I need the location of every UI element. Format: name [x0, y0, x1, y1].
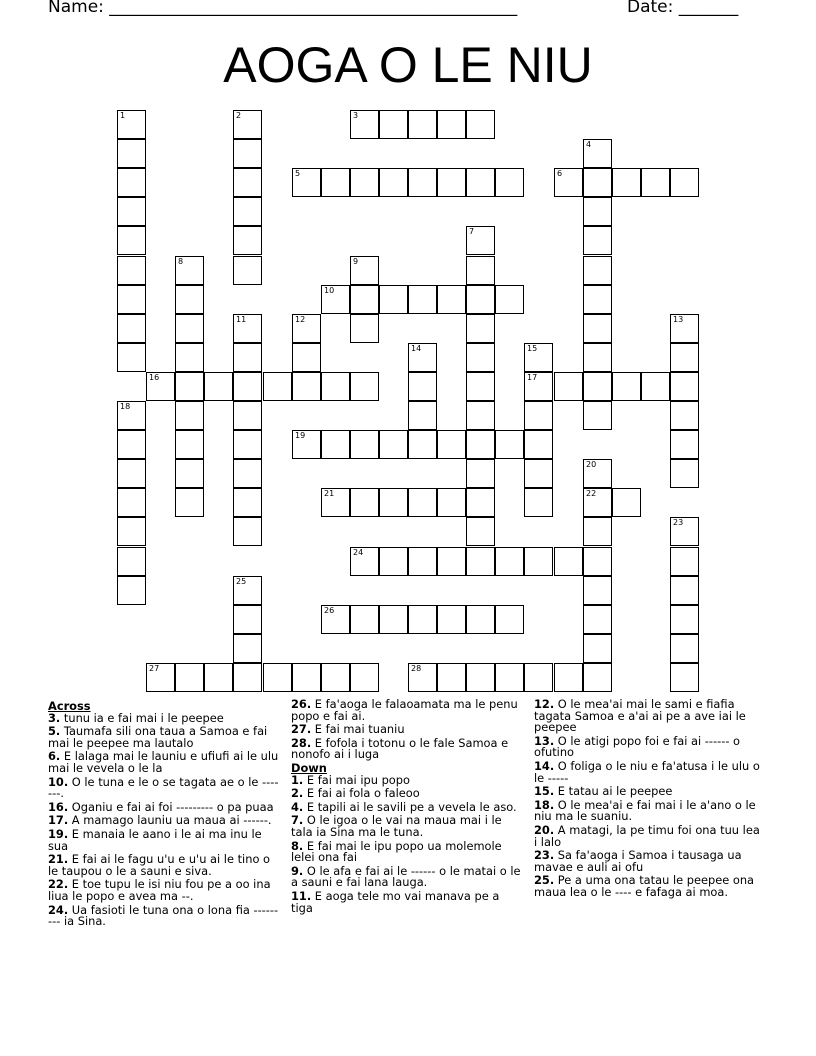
- clue-item-number: 12.: [534, 697, 555, 711]
- grid-cell[interactable]: [233, 372, 262, 401]
- grid-cell[interactable]: [321, 605, 350, 634]
- grid-cell[interactable]: [321, 372, 350, 401]
- grid-cell[interactable]: [175, 459, 204, 488]
- grid-cell[interactable]: [408, 285, 437, 314]
- grid-cell[interactable]: [437, 110, 466, 139]
- clue-item-number: 13.: [534, 733, 555, 748]
- grid-cell[interactable]: [466, 663, 495, 692]
- clue-item: [534, 786, 766, 798]
- grid-cell[interactable]: [117, 139, 146, 168]
- grid-cell[interactable]: [321, 168, 350, 197]
- grid-cell[interactable]: [233, 430, 262, 459]
- clue-item-text: O le afa e fai ai le ------ o le matai o le a sauni e fai lana lauga.: [291, 863, 521, 890]
- clue-number: 22: [586, 489, 597, 498]
- clue-item-text: A matagi, la pe timu foi ona tuu lea i lalo: [534, 822, 760, 849]
- clue-item: [291, 838, 523, 865]
- grid-cell[interactable]: [466, 285, 495, 314]
- grid-cell[interactable]: [350, 256, 379, 285]
- grid-cell[interactable]: [466, 605, 495, 634]
- grid-cell[interactable]: [233, 634, 262, 663]
- grid-cell[interactable]: [408, 110, 437, 139]
- clue-item: [291, 772, 523, 787]
- clue-item-number: 22.: [48, 877, 69, 892]
- clue-item-number: 24.: [48, 902, 69, 917]
- grid-cell[interactable]: [146, 372, 175, 401]
- grid-cell[interactable]: [583, 343, 612, 372]
- grid-cell[interactable]: [350, 168, 379, 197]
- grid-cell[interactable]: [292, 343, 321, 372]
- clue-item: [534, 699, 766, 734]
- grid-cell[interactable]: [379, 430, 408, 459]
- clue-item-text: E aoga tele mo vai manava pe a tiga: [291, 888, 500, 915]
- grid-cell[interactable]: [466, 168, 495, 197]
- clue-item-text: E fai mai le ipu popo ua molemole lelei ona fai: [291, 838, 502, 865]
- clue-item-text: O le mea'ai e fai mai i le a'ano o le niu ma le suaniu.: [534, 797, 756, 824]
- grid-cell[interactable]: [350, 430, 379, 459]
- clue-item: [48, 854, 280, 877]
- grid-cell[interactable]: [117, 168, 146, 197]
- clue-number: 26: [324, 606, 335, 615]
- grid-cell[interactable]: [641, 372, 670, 401]
- grid-cell[interactable]: [612, 488, 641, 517]
- clue-item: [48, 902, 280, 929]
- grid-cell[interactable]: [670, 314, 699, 343]
- grid-cell[interactable]: [379, 168, 408, 197]
- name-field-label: Name: ________________________________________________: [48, 0, 518, 17]
- grid-cell[interactable]: [437, 547, 466, 576]
- clue-item-number: 4.: [291, 799, 304, 814]
- clue-column-2: [291, 699, 523, 916]
- grid-cell[interactable]: [117, 401, 146, 430]
- clue-number: 2: [236, 111, 242, 120]
- grid-cell[interactable]: [583, 139, 612, 168]
- clue-item-number: 11.: [291, 888, 312, 903]
- grid-cell[interactable]: [117, 547, 146, 576]
- date-field-label: Date: _______: [627, 0, 739, 17]
- grid-cell[interactable]: [175, 430, 204, 459]
- clue-number: 8: [178, 257, 184, 266]
- grid-cell[interactable]: [175, 343, 204, 372]
- clue-item-text: O foliga o le niu e fa'atusa i le ulu o le -----: [534, 758, 760, 785]
- clue-item-text: E fofola i totonu o le fale Samoa e nonofo ai i luga: [291, 735, 509, 762]
- clue-number: 1: [120, 111, 126, 120]
- clue-item-text: E fai mai ipu popo: [303, 772, 410, 787]
- grid-cell[interactable]: [408, 663, 437, 692]
- grid-cell[interactable]: [350, 663, 379, 692]
- clue-item-text: Taumafa sili ona taua a Samoa e fai mai le peepee ma lautalo: [48, 724, 268, 750]
- clue-item-number: 2.: [291, 786, 304, 801]
- clue-number: 12: [295, 315, 306, 324]
- grid-cell[interactable]: [379, 488, 408, 517]
- grid-cell[interactable]: [466, 401, 495, 430]
- grid-cell[interactable]: [583, 488, 612, 517]
- clue-number: 4: [586, 140, 592, 149]
- clue-item: [291, 699, 523, 722]
- clue-number: 9: [353, 257, 359, 266]
- grid-cell[interactable]: [233, 139, 262, 168]
- grid-cell[interactable]: [350, 314, 379, 343]
- clue-number: 11: [236, 315, 247, 324]
- clue-item-number: 23.: [534, 848, 555, 863]
- grid-cell[interactable]: [175, 314, 204, 343]
- grid-cell[interactable]: [583, 372, 612, 401]
- grid-cell[interactable]: [321, 285, 350, 314]
- clue-number: 15: [527, 344, 538, 353]
- grid-cell[interactable]: [670, 663, 699, 692]
- clue-number: 7: [469, 227, 475, 236]
- clue-item-text: O le atigi popo foi e fai ai ------ o ofutino: [534, 733, 741, 760]
- clue-item-text: A mamago launiu ua maua ai ------.: [68, 813, 272, 828]
- grid-cell[interactable]: [175, 488, 204, 517]
- clue-item: [48, 751, 280, 774]
- grid-cell[interactable]: [117, 256, 146, 285]
- grid-cell[interactable]: [117, 576, 146, 605]
- clue-item-number: 7.: [291, 813, 304, 828]
- clue-item-number: 10.: [48, 774, 69, 789]
- clue-item-number: 16.: [48, 799, 69, 814]
- grid-cell[interactable]: [117, 459, 146, 488]
- grid-cell[interactable]: [117, 430, 146, 459]
- grid-cell[interactable]: [495, 430, 524, 459]
- clue-item-number: 26.: [291, 697, 312, 711]
- grid-cell[interactable]: [524, 401, 553, 430]
- clue-item-text: O le tuna e le o se tagata ae o le -------.: [48, 774, 279, 801]
- grid-cell[interactable]: [175, 256, 204, 285]
- puzzle-title: AOGA O LE NIU: [223, 37, 593, 93]
- clue-item: [48, 774, 280, 801]
- clue-item-number: 1.: [291, 772, 304, 787]
- clue-number: 5: [295, 169, 301, 178]
- clue-number: 25: [236, 577, 247, 586]
- clue-item-text: E fa'aoga le falaoamata ma le penu popo e fai ai.: [291, 697, 518, 723]
- clue-item-number: 27.: [291, 722, 312, 737]
- clue-number: 14: [411, 344, 422, 353]
- grid-cell[interactable]: [408, 372, 437, 401]
- clue-item-number: 8.: [291, 838, 304, 853]
- grid-cell[interactable]: [379, 285, 408, 314]
- grid-cell[interactable]: [117, 314, 146, 343]
- grid-cell[interactable]: [583, 663, 612, 692]
- clue-item-number: 25.: [534, 873, 555, 888]
- grid-cell[interactable]: [350, 488, 379, 517]
- grid-cell[interactable]: [350, 285, 379, 314]
- grid-cell[interactable]: [641, 168, 670, 197]
- clue-item-text: Ua fasioti le tuna ona o lona fia --------- ia Sina.: [48, 902, 279, 929]
- grid-cell[interactable]: [292, 372, 321, 401]
- grid-cell[interactable]: [670, 517, 699, 546]
- grid-cell[interactable]: [175, 285, 204, 314]
- clue-item: [291, 788, 523, 800]
- grid-cell[interactable]: [524, 430, 553, 459]
- clue-item-text: Oganiu e fai ai foi --------- o pa puaa: [68, 799, 274, 814]
- grid-cell[interactable]: [495, 663, 524, 692]
- grid-cell[interactable]: [466, 547, 495, 576]
- grid-cell[interactable]: [117, 343, 146, 372]
- grid-cell[interactable]: [670, 634, 699, 663]
- clue-number: 16: [149, 373, 160, 382]
- grid-cell[interactable]: [233, 256, 262, 285]
- grid-cell[interactable]: [321, 663, 350, 692]
- clue-item: [291, 735, 523, 762]
- clue-item-number: 19.: [48, 826, 69, 841]
- grid-cell[interactable]: [117, 197, 146, 226]
- grid-cell[interactable]: [437, 430, 466, 459]
- grid-cell[interactable]: [263, 663, 292, 692]
- grid-cell[interactable]: [408, 401, 437, 430]
- grid-cell[interactable]: [204, 372, 233, 401]
- clue-item-number: 18.: [534, 797, 555, 812]
- grid-cell[interactable]: [350, 547, 379, 576]
- grid-cell[interactable]: [233, 459, 262, 488]
- grid-cell[interactable]: [437, 605, 466, 634]
- grid-cell[interactable]: [583, 605, 612, 634]
- grid-cell[interactable]: [350, 110, 379, 139]
- grid-cell[interactable]: [583, 226, 612, 255]
- clue-column-3: [534, 699, 766, 901]
- clue-item-text: E manaia le aano i le ai ma inu le sua: [48, 826, 262, 853]
- grid-cell[interactable]: [233, 488, 262, 517]
- clue-item-number: 6.: [48, 749, 61, 764]
- grid-cell[interactable]: [612, 372, 641, 401]
- grid-cell[interactable]: [583, 401, 612, 430]
- grid-cell[interactable]: [466, 459, 495, 488]
- grid-cell[interactable]: [350, 372, 379, 401]
- clue-item-text: O le mea'ai mai le sami e fiafia tagata Samoa e a'ai ai pe a ave iai le peepee: [534, 697, 746, 735]
- clue-number: 19: [295, 431, 306, 440]
- clue-item: [291, 815, 523, 838]
- grid-cell[interactable]: [583, 634, 612, 663]
- clue-number: 3: [353, 111, 359, 120]
- clue-item-text: E fai mai tuaniu: [311, 722, 405, 737]
- clue-item: [534, 850, 766, 873]
- clue-item: [291, 863, 523, 890]
- grid-cell[interactable]: [554, 547, 583, 576]
- grid-cell[interactable]: [583, 576, 612, 605]
- clue-item-text: O le igoa o le vai na maua mai i le tala ia Sina ma le tuna.: [291, 813, 502, 839]
- grid-cell[interactable]: [292, 314, 321, 343]
- grid-cell[interactable]: [466, 256, 495, 285]
- grid-cell[interactable]: [612, 168, 641, 197]
- grid-cell[interactable]: [350, 605, 379, 634]
- grid-cell[interactable]: [233, 576, 262, 605]
- grid-cell[interactable]: [408, 605, 437, 634]
- clue-number: 18: [120, 402, 131, 411]
- grid-cell[interactable]: [466, 517, 495, 546]
- grid-cell[interactable]: [233, 663, 262, 692]
- clue-item-number: 28.: [291, 735, 312, 750]
- grid-cell[interactable]: [670, 430, 699, 459]
- grid-cell[interactable]: [466, 110, 495, 139]
- clue-item-number: 15.: [534, 784, 555, 799]
- clue-number: 20: [586, 460, 597, 469]
- grid-cell[interactable]: [263, 372, 292, 401]
- clue-item: [534, 733, 766, 760]
- grid-cell[interactable]: [117, 285, 146, 314]
- grid-cell[interactable]: [583, 314, 612, 343]
- grid-cell[interactable]: [379, 605, 408, 634]
- grid-cell[interactable]: [466, 343, 495, 372]
- clue-item-text: Pe a uma ona tatau le peepee ona maua lea o le ---- e fafaga ai moa.: [534, 873, 755, 899]
- clue-item: [48, 710, 280, 725]
- grid-cell[interactable]: [408, 488, 437, 517]
- grid-cell[interactable]: [524, 547, 553, 576]
- grid-cell[interactable]: [583, 459, 612, 488]
- grid-cell[interactable]: [495, 605, 524, 634]
- grid-cell[interactable]: [117, 226, 146, 255]
- clue-item: [48, 799, 280, 814]
- grid-cell[interactable]: [117, 488, 146, 517]
- grid-cell[interactable]: [670, 372, 699, 401]
- grid-cell[interactable]: [583, 256, 612, 285]
- clue-number: 13: [673, 315, 684, 324]
- clue-item-number: 21.: [48, 852, 69, 867]
- clue-item-number: 17.: [48, 813, 69, 828]
- grid-cell[interactable]: [670, 576, 699, 605]
- grid-cell[interactable]: [524, 343, 553, 372]
- grid-cell[interactable]: [437, 663, 466, 692]
- clue-item-text: E fai ai fola o faleoo: [303, 786, 420, 801]
- grid-cell[interactable]: [670, 605, 699, 634]
- grid-cell[interactable]: [292, 430, 321, 459]
- clue-item: [291, 888, 523, 915]
- grid-cell[interactable]: [524, 459, 553, 488]
- grid-cell[interactable]: [233, 197, 262, 226]
- grid-cell[interactable]: [292, 663, 321, 692]
- clue-item-number: 5.: [48, 724, 61, 739]
- grid-cell[interactable]: [583, 285, 612, 314]
- clue-item: [291, 799, 523, 814]
- clue-item-text: E toe tupu le isi niu fou pe a oo ina liua le popo e avea ma --.: [48, 877, 271, 903]
- grid-cell[interactable]: [233, 605, 262, 634]
- grid-cell[interactable]: [321, 488, 350, 517]
- clue-item-text: Sa fa'aoga i Samoa i tausaga ua mavae e auli ai ofu: [534, 848, 742, 874]
- across-heading: Across: [48, 699, 91, 713]
- clue-number: 17: [527, 373, 538, 382]
- clue-item-text: tunu ia e fai mai i le peepee: [60, 710, 224, 725]
- grid-cell[interactable]: [437, 285, 466, 314]
- grid-cell[interactable]: [583, 517, 612, 546]
- grid-cell[interactable]: [233, 517, 262, 546]
- clue-item-number: 14.: [534, 758, 555, 773]
- grid-cell[interactable]: [670, 168, 699, 197]
- grid-cell[interactable]: [495, 168, 524, 197]
- grid-cell[interactable]: [466, 372, 495, 401]
- grid-cell[interactable]: [670, 401, 699, 430]
- down-heading: Down: [291, 760, 327, 775]
- clue-number: 27: [149, 664, 160, 673]
- clue-number: 6: [557, 169, 563, 178]
- grid-cell[interactable]: [379, 547, 408, 576]
- grid-cell[interactable]: [233, 168, 262, 197]
- grid-cell[interactable]: [117, 517, 146, 546]
- clue-item-number: 3.: [48, 710, 61, 725]
- grid-cell[interactable]: [583, 547, 612, 576]
- grid-cell[interactable]: [554, 168, 583, 197]
- grid-cell[interactable]: [292, 168, 321, 197]
- grid-cell[interactable]: [554, 663, 583, 692]
- grid-cell[interactable]: [495, 285, 524, 314]
- grid-cell[interactable]: [524, 488, 553, 517]
- clue-item: [534, 797, 766, 824]
- grid-cell[interactable]: [437, 488, 466, 517]
- clue-item-text: E fai ai le fagu u'u e u'u ai le tino o le taupou o le a sauni e siva.: [48, 852, 270, 878]
- grid-cell[interactable]: [175, 663, 204, 692]
- grid-cell[interactable]: [233, 314, 262, 343]
- grid-cell[interactable]: [554, 372, 583, 401]
- clue-item: [48, 726, 280, 749]
- clue-item: [534, 875, 766, 898]
- grid-cell[interactable]: [437, 168, 466, 197]
- clue-number: 21: [324, 489, 335, 498]
- clue-number: 10: [324, 286, 335, 295]
- grid-cell[interactable]: [524, 663, 553, 692]
- grid-cell[interactable]: [670, 459, 699, 488]
- clue-item: [48, 815, 280, 827]
- clue-item: [291, 724, 523, 736]
- clue-item-text: E tatau ai le peepee: [554, 784, 673, 799]
- grid-cell[interactable]: [233, 343, 262, 372]
- grid-cell[interactable]: [495, 547, 524, 576]
- grid-cell[interactable]: [204, 663, 233, 692]
- clue-column-1: [48, 699, 280, 930]
- clue-number: 28: [411, 664, 422, 673]
- grid-cell[interactable]: [233, 226, 262, 255]
- grid-cell[interactable]: [466, 226, 495, 255]
- clue-item: [534, 822, 766, 849]
- clue-item-number: 9.: [291, 863, 304, 878]
- grid-cell[interactable]: [379, 110, 408, 139]
- grid-cell[interactable]: [233, 401, 262, 430]
- grid-cell[interactable]: [466, 488, 495, 517]
- grid-cell[interactable]: [175, 401, 204, 430]
- grid-cell[interactable]: [466, 314, 495, 343]
- clue-item: [48, 879, 280, 902]
- clue-item: [534, 758, 766, 785]
- grid-cell[interactable]: [233, 110, 262, 139]
- clue-item-text: E tapili ai le savili pe a vevela le aso.: [303, 799, 517, 814]
- clue-number: 23: [673, 518, 684, 527]
- grid-cell[interactable]: [408, 168, 437, 197]
- clue-item-text: E lalaga mai le launiu e ufiufi ai le ulu mai le vevela o le la: [48, 749, 279, 775]
- grid-cell[interactable]: [408, 343, 437, 372]
- grid-cell[interactable]: [175, 372, 204, 401]
- grid-cell[interactable]: [670, 343, 699, 372]
- grid-cell[interactable]: [117, 110, 146, 139]
- clue-item-number: 20.: [534, 822, 555, 837]
- clue-item: [48, 826, 280, 853]
- grid-cell[interactable]: [408, 430, 437, 459]
- grid-cell[interactable]: [408, 547, 437, 576]
- grid-cell[interactable]: [466, 430, 495, 459]
- grid-cell[interactable]: [670, 547, 699, 576]
- grid-cell[interactable]: [321, 430, 350, 459]
- grid-cell[interactable]: [583, 197, 612, 226]
- grid-cell[interactable]: [583, 168, 612, 197]
- grid-cell[interactable]: [146, 663, 175, 692]
- grid-cell[interactable]: [524, 372, 553, 401]
- clue-number: 24: [353, 548, 364, 557]
